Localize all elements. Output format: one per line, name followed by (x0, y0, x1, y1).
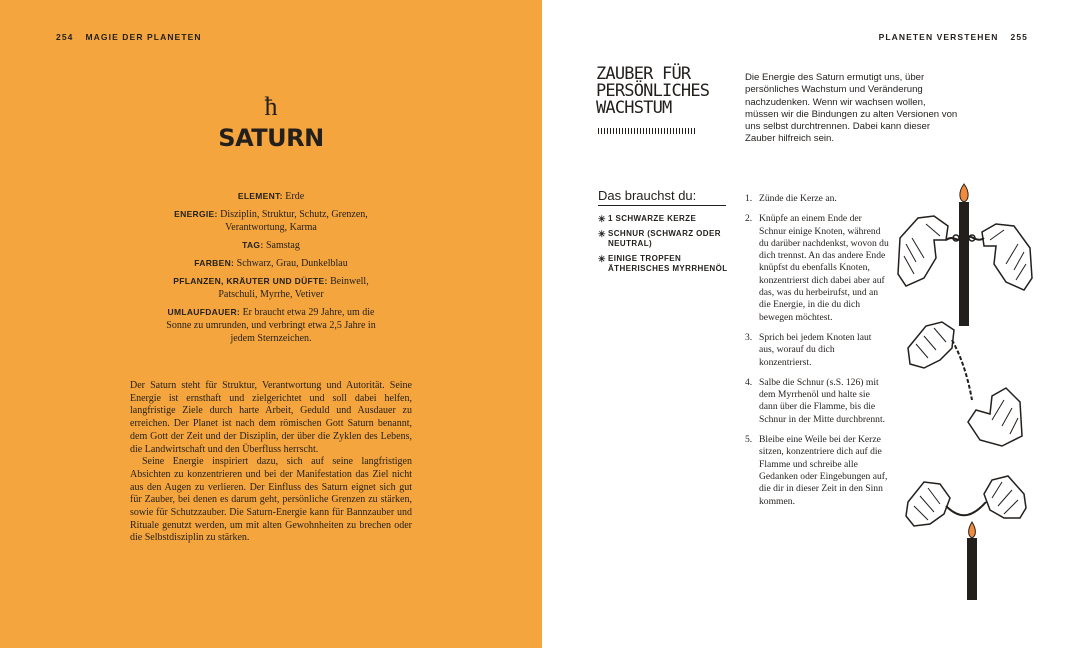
list-item: ✳ EINIGE TROPFEN ÄTHERISCHES MYRRHENÖL (598, 254, 728, 273)
body-paragraph: Der Saturn steht für Struktur, Verantwortung und Autorität. Seine Energie ist ernsthaft und zielgerichtet und soll dabei helfen, langfristige Ziele durch harte Arbeit, Geduld und Ausdauer zu erreichen. Der Planet ist nach dem römischen Gott Saturn benannt, dem Gott der Zeit und der Disziplin, der über die Zyklen des Lebens, die Landwirtschaft und den Überfluss herrscht. (130, 380, 412, 455)
needs-heading: Das brauchst du: (598, 188, 697, 203)
step-item: 3. Sprich bei jedem Knoten laut aus, worauf du dich konzentrierst. (745, 331, 872, 368)
list-item: ✳ SCHNUR (SCHWARZ ODER NEUTRAL) (598, 229, 721, 248)
body-text (130, 380, 412, 545)
fact-energy: ENERGIE: Disziplin, Struktur, Schutz, Grenzen, Verantwortung, Karma (174, 209, 368, 233)
cord-over-candle-icon (904, 462, 1028, 604)
page-title: SATURN (218, 124, 324, 152)
fact-element: ELEMENT: Erde (237, 191, 305, 202)
step-item: 5. Bleibe eine Weile bei der Kerze sitzen, konzentriere dich auf die Flamme und schreibe alle Gedanken oder Eingebungen auf, die dir in dieser Zeit in den Sinn kommen. (745, 434, 888, 507)
step-item: 4. Salbe die Schnur (s.S. 126) mit dem Myrrhenöl und halte sie dann über die Flamme, bis die Schnur in der Mitte durchbrennt. (745, 376, 886, 425)
asterisk-icon: ✳ (598, 254, 606, 264)
needs-divider (598, 205, 726, 206)
hands-knotting-cord-icon (896, 178, 1034, 328)
page-number-right: 255 (1010, 32, 1028, 42)
facts-block (160, 190, 382, 350)
decorative-hatch (598, 128, 696, 134)
fact-orbit: UMLAUFDAUER: Er braucht etwa 29 Jahre, um die Sonne zu umrunden, und verbringt etwa 2,5 Jahre in jedem Sternzeichen. (166, 307, 376, 344)
fact-plants: PFLANZEN, KRÄUTER UND DÜFTE: Beinwell, Patschuli, Myrrhe, Vetiver (173, 276, 369, 300)
fact-colors: FARBEN: Schwarz, Grau, Dunkelblau (194, 258, 348, 269)
running-head-right (879, 32, 1028, 42)
saturn-symbol-icon: ħ (264, 92, 278, 121)
page-number-left: 254 (56, 32, 74, 42)
asterisk-icon: ✳ (598, 214, 606, 224)
list-item: ✳ 1 SCHWARZE KERZE (598, 214, 697, 224)
step-item: 1. Zünde die Kerze an. (745, 193, 837, 204)
needs-list (598, 214, 730, 279)
spell-intro: Die Energie des Saturn ermutigt uns, über persönliches Wachstum und Veränderung nachzudenken. Wenn wir wachsen wollen, müssen wir die Bindungen zu alten Versionen von uns selbst durchtrennen. Dabei kann dieser Zauber hilfreich sein. (745, 72, 958, 145)
running-head-left-text: MAGIE DER PLANETEN (85, 32, 202, 42)
step-item: 2. Knüpfe an einem Ende der Schnur einige Knoten, während du darüber nachdenkst, wovon du dich trennst. An das andere Ende knüpfst du ebenfalls Knoten, konzentrierst dich dabei aber auf das, was du herbeirufst, und an die Energie, in die du dich bewegen möchtest. (745, 213, 889, 323)
body-paragraph: Seine Energie inspiriert dazu, sich auf seine langfristigen Absichten zu konzentrieren und bei der Manifestation das Ziel nicht aus den Augen zu verlieren. Der Einfluss des Saturn eignet sich gut für Zauber, bei denen es darum geht, persönliche Grenzen zu stärken, sowie für Schutzzauber. Die Saturn-Energie kann für Bannzauber und Rituale genutzt werden, um mit alten Gewohnheiten zu brechen oder die Selbstdisziplin zu stärken. (130, 456, 412, 544)
fact-day: TAG: Samstag (242, 240, 300, 251)
hands-anointing-cord-icon (906, 318, 1028, 450)
running-head-right-text: PLANETEN VERSTEHEN (878, 32, 999, 42)
asterisk-icon: ✳ (598, 229, 606, 239)
steps-list (745, 193, 895, 516)
spell-title: ZAUBER FÜR PERSÖNLICHES WACHSTUM (596, 64, 710, 118)
running-head-left (56, 32, 202, 42)
